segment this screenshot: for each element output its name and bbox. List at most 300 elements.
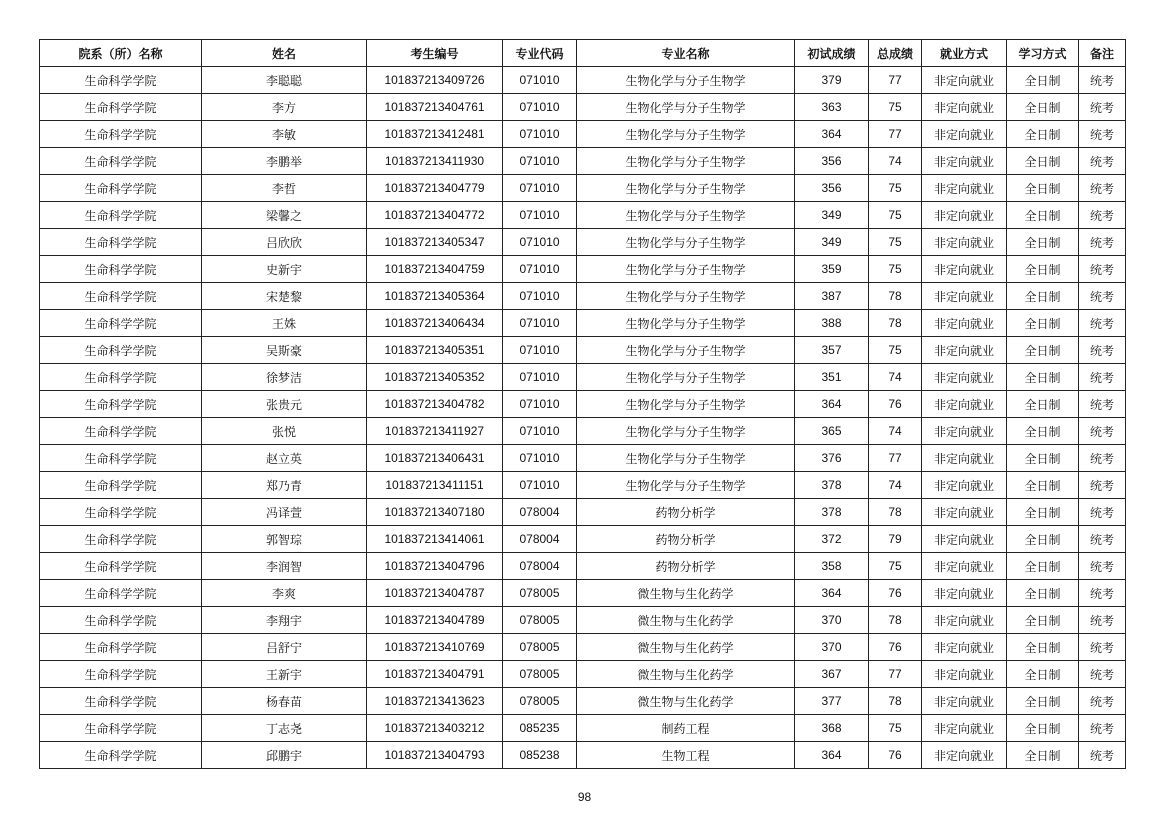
name-cell: 王姝	[202, 310, 367, 337]
department-cell: 生命科学学院	[40, 445, 202, 472]
major-name-cell: 微生物与生化药学	[577, 661, 795, 688]
name-cell: 王新宇	[202, 661, 367, 688]
employment-type-cell: 非定向就业	[922, 445, 1007, 472]
study-mode-cell: 全日制	[1007, 742, 1079, 769]
employment-type-cell: 非定向就业	[922, 256, 1007, 283]
department-cell: 生命科学学院	[40, 364, 202, 391]
employment-type-cell: 非定向就业	[922, 67, 1007, 94]
total-score-cell: 75	[869, 94, 922, 121]
header-major-name: 专业名称	[577, 40, 795, 67]
table-header	[40, 40, 1126, 67]
candidate-id-cell: 101837213411927	[367, 418, 503, 445]
name-cell: 李方	[202, 94, 367, 121]
major-name-cell: 生物化学与分子生物学	[577, 175, 795, 202]
initial-score-cell: 364	[795, 121, 869, 148]
name-cell: 郭智琮	[202, 526, 367, 553]
study-mode-cell: 全日制	[1007, 229, 1079, 256]
major-code-cell: 071010	[503, 94, 577, 121]
major-code-cell: 071010	[503, 337, 577, 364]
table-row	[40, 634, 1126, 661]
major-name-cell: 微生物与生化药学	[577, 634, 795, 661]
total-score-cell: 78	[869, 607, 922, 634]
major-code-cell: 071010	[503, 310, 577, 337]
major-code-cell: 071010	[503, 391, 577, 418]
employment-type-cell: 非定向就业	[922, 688, 1007, 715]
candidate-id-cell: 101837213407180	[367, 499, 503, 526]
total-score-cell: 75	[869, 175, 922, 202]
department-cell: 生命科学学院	[40, 283, 202, 310]
initial-score-cell: 387	[795, 283, 869, 310]
name-cell: 杨春苗	[202, 688, 367, 715]
name-cell: 史新宇	[202, 256, 367, 283]
department-cell: 生命科学学院	[40, 634, 202, 661]
name-cell: 李翔宇	[202, 607, 367, 634]
major-code-cell: 078005	[503, 688, 577, 715]
remarks-cell: 统考	[1079, 472, 1126, 499]
remarks-cell: 统考	[1079, 499, 1126, 526]
employment-type-cell: 非定向就业	[922, 418, 1007, 445]
department-cell: 生命科学学院	[40, 607, 202, 634]
employment-type-cell: 非定向就业	[922, 202, 1007, 229]
candidate-id-cell: 101837213404782	[367, 391, 503, 418]
name-cell: 李聪聪	[202, 67, 367, 94]
study-mode-cell: 全日制	[1007, 553, 1079, 580]
major-name-cell: 药物分析学	[577, 553, 795, 580]
employment-type-cell: 非定向就业	[922, 391, 1007, 418]
table-row	[40, 688, 1126, 715]
department-cell: 生命科学学院	[40, 580, 202, 607]
candidate-id-cell: 101837213404761	[367, 94, 503, 121]
candidate-id-cell: 101837213404789	[367, 607, 503, 634]
remarks-cell: 统考	[1079, 310, 1126, 337]
department-cell: 生命科学学院	[40, 526, 202, 553]
remarks-cell: 统考	[1079, 148, 1126, 175]
total-score-cell: 75	[869, 256, 922, 283]
initial-score-cell: 372	[795, 526, 869, 553]
initial-score-cell: 370	[795, 634, 869, 661]
total-score-cell: 78	[869, 310, 922, 337]
remarks-cell: 统考	[1079, 175, 1126, 202]
study-mode-cell: 全日制	[1007, 67, 1079, 94]
initial-score-cell: 378	[795, 472, 869, 499]
candidate-id-cell: 101837213405351	[367, 337, 503, 364]
remarks-cell: 统考	[1079, 634, 1126, 661]
remarks-cell: 统考	[1079, 121, 1126, 148]
name-cell: 张贵元	[202, 391, 367, 418]
header-candidate-id: 考生编号	[367, 40, 503, 67]
total-score-cell: 77	[869, 661, 922, 688]
major-name-cell: 生物化学与分子生物学	[577, 310, 795, 337]
employment-type-cell: 非定向就业	[922, 634, 1007, 661]
major-name-cell: 生物化学与分子生物学	[577, 229, 795, 256]
remarks-cell: 统考	[1079, 256, 1126, 283]
table-row	[40, 121, 1126, 148]
name-cell: 郑乃青	[202, 472, 367, 499]
major-name-cell: 生物工程	[577, 742, 795, 769]
name-cell: 吕欣欣	[202, 229, 367, 256]
major-name-cell: 生物化学与分子生物学	[577, 418, 795, 445]
candidate-id-cell: 101837213412481	[367, 121, 503, 148]
employment-type-cell: 非定向就业	[922, 94, 1007, 121]
table-row	[40, 661, 1126, 688]
name-cell: 徐梦洁	[202, 364, 367, 391]
initial-score-cell: 378	[795, 499, 869, 526]
major-code-cell: 071010	[503, 229, 577, 256]
major-code-cell: 078004	[503, 553, 577, 580]
major-name-cell: 生物化学与分子生物学	[577, 472, 795, 499]
name-cell: 梁馨之	[202, 202, 367, 229]
remarks-cell: 统考	[1079, 580, 1126, 607]
name-cell: 赵立英	[202, 445, 367, 472]
employment-type-cell: 非定向就业	[922, 175, 1007, 202]
initial-score-cell: 363	[795, 94, 869, 121]
candidate-id-cell: 101837213404796	[367, 553, 503, 580]
initial-score-cell: 364	[795, 742, 869, 769]
remarks-cell: 统考	[1079, 688, 1126, 715]
remarks-cell: 统考	[1079, 337, 1126, 364]
total-score-cell: 74	[869, 472, 922, 499]
major-name-cell: 生物化学与分子生物学	[577, 67, 795, 94]
total-score-cell: 75	[869, 337, 922, 364]
name-cell: 李润智	[202, 553, 367, 580]
study-mode-cell: 全日制	[1007, 661, 1079, 688]
remarks-cell: 统考	[1079, 229, 1126, 256]
candidate-id-cell: 101837213411151	[367, 472, 503, 499]
department-cell: 生命科学学院	[40, 337, 202, 364]
major-name-cell: 药物分析学	[577, 499, 795, 526]
header-total-score: 总成绩	[869, 40, 922, 67]
candidate-id-cell: 101837213411930	[367, 148, 503, 175]
major-code-cell: 078005	[503, 607, 577, 634]
table-row	[40, 715, 1126, 742]
study-mode-cell: 全日制	[1007, 418, 1079, 445]
department-cell: 生命科学学院	[40, 661, 202, 688]
initial-score-cell: 358	[795, 553, 869, 580]
study-mode-cell: 全日制	[1007, 445, 1079, 472]
department-cell: 生命科学学院	[40, 229, 202, 256]
remarks-cell: 统考	[1079, 742, 1126, 769]
table-row	[40, 337, 1126, 364]
department-cell: 生命科学学院	[40, 175, 202, 202]
major-name-cell: 生物化学与分子生物学	[577, 121, 795, 148]
total-score-cell: 77	[869, 445, 922, 472]
total-score-cell: 74	[869, 148, 922, 175]
study-mode-cell: 全日制	[1007, 256, 1079, 283]
remarks-cell: 统考	[1079, 94, 1126, 121]
candidate-id-cell: 101837213403212	[367, 715, 503, 742]
name-cell: 张悦	[202, 418, 367, 445]
candidate-id-cell: 101837213404759	[367, 256, 503, 283]
table-row	[40, 553, 1126, 580]
major-name-cell: 生物化学与分子生物学	[577, 148, 795, 175]
study-mode-cell: 全日制	[1007, 337, 1079, 364]
department-cell: 生命科学学院	[40, 121, 202, 148]
table-row	[40, 310, 1126, 337]
page-number: 98	[577, 790, 592, 804]
name-cell: 邱鹏宇	[202, 742, 367, 769]
department-cell: 生命科学学院	[40, 310, 202, 337]
employment-type-cell: 非定向就业	[922, 283, 1007, 310]
candidate-id-cell: 101837213404772	[367, 202, 503, 229]
total-score-cell: 75	[869, 715, 922, 742]
major-code-cell: 085235	[503, 715, 577, 742]
initial-score-cell: 388	[795, 310, 869, 337]
total-score-cell: 75	[869, 229, 922, 256]
employment-type-cell: 非定向就业	[922, 553, 1007, 580]
major-code-cell: 071010	[503, 418, 577, 445]
candidate-id-cell: 101837213405352	[367, 364, 503, 391]
initial-score-cell: 376	[795, 445, 869, 472]
employment-type-cell: 非定向就业	[922, 661, 1007, 688]
initial-score-cell: 367	[795, 661, 869, 688]
total-score-cell: 78	[869, 688, 922, 715]
major-code-cell: 071010	[503, 256, 577, 283]
major-code-cell: 071010	[503, 121, 577, 148]
candidate-id-cell: 101837213404779	[367, 175, 503, 202]
table-row	[40, 391, 1126, 418]
candidate-id-cell: 101837213404793	[367, 742, 503, 769]
study-mode-cell: 全日制	[1007, 526, 1079, 553]
initial-score-cell: 357	[795, 337, 869, 364]
candidate-id-cell: 101837213413623	[367, 688, 503, 715]
major-name-cell: 生物化学与分子生物学	[577, 256, 795, 283]
name-cell: 李敏	[202, 121, 367, 148]
initial-score-cell: 368	[795, 715, 869, 742]
major-code-cell: 085238	[503, 742, 577, 769]
department-cell: 生命科学学院	[40, 418, 202, 445]
name-cell: 吴斯豪	[202, 337, 367, 364]
study-mode-cell: 全日制	[1007, 364, 1079, 391]
study-mode-cell: 全日制	[1007, 310, 1079, 337]
employment-type-cell: 非定向就业	[922, 148, 1007, 175]
study-mode-cell: 全日制	[1007, 580, 1079, 607]
name-cell: 李鹏举	[202, 148, 367, 175]
header-department: 院系（所）名称	[40, 40, 202, 67]
major-code-cell: 071010	[503, 175, 577, 202]
remarks-cell: 统考	[1079, 553, 1126, 580]
name-cell: 李爽	[202, 580, 367, 607]
table-row	[40, 94, 1126, 121]
major-code-cell: 078005	[503, 580, 577, 607]
department-cell: 生命科学学院	[40, 94, 202, 121]
department-cell: 生命科学学院	[40, 391, 202, 418]
candidate-id-cell: 101837213409726	[367, 67, 503, 94]
table-row	[40, 607, 1126, 634]
department-cell: 生命科学学院	[40, 256, 202, 283]
employment-type-cell: 非定向就业	[922, 499, 1007, 526]
name-cell: 吕舒宁	[202, 634, 367, 661]
candidate-id-cell: 101837213405347	[367, 229, 503, 256]
study-mode-cell: 全日制	[1007, 499, 1079, 526]
table-row	[40, 364, 1126, 391]
total-score-cell: 76	[869, 391, 922, 418]
employment-type-cell: 非定向就业	[922, 607, 1007, 634]
remarks-cell: 统考	[1079, 67, 1126, 94]
initial-score-cell: 370	[795, 607, 869, 634]
total-score-cell: 74	[869, 364, 922, 391]
major-code-cell: 071010	[503, 67, 577, 94]
major-code-cell: 071010	[503, 283, 577, 310]
admission-table	[39, 39, 1126, 769]
study-mode-cell: 全日制	[1007, 688, 1079, 715]
major-code-cell: 071010	[503, 364, 577, 391]
remarks-cell: 统考	[1079, 661, 1126, 688]
name-cell: 冯译萱	[202, 499, 367, 526]
table-row	[40, 148, 1126, 175]
major-name-cell: 生物化学与分子生物学	[577, 283, 795, 310]
study-mode-cell: 全日制	[1007, 283, 1079, 310]
major-code-cell: 071010	[503, 202, 577, 229]
major-code-cell: 078005	[503, 634, 577, 661]
table-row	[40, 580, 1126, 607]
table-row	[40, 445, 1126, 472]
total-score-cell: 77	[869, 121, 922, 148]
header-name: 姓名	[202, 40, 367, 67]
total-score-cell: 75	[869, 553, 922, 580]
total-score-cell: 76	[869, 580, 922, 607]
study-mode-cell: 全日制	[1007, 607, 1079, 634]
name-cell: 李哲	[202, 175, 367, 202]
total-score-cell: 79	[869, 526, 922, 553]
initial-score-cell: 359	[795, 256, 869, 283]
table-row	[40, 229, 1126, 256]
candidate-id-cell: 101837213406434	[367, 310, 503, 337]
employment-type-cell: 非定向就业	[922, 526, 1007, 553]
total-score-cell: 76	[869, 742, 922, 769]
initial-score-cell: 356	[795, 175, 869, 202]
table-row	[40, 526, 1126, 553]
total-score-cell: 77	[869, 67, 922, 94]
table-row	[40, 175, 1126, 202]
study-mode-cell: 全日制	[1007, 148, 1079, 175]
table-row	[40, 742, 1126, 769]
header-study-mode: 学习方式	[1007, 40, 1079, 67]
header-major-code: 专业代码	[503, 40, 577, 67]
major-name-cell: 生物化学与分子生物学	[577, 364, 795, 391]
employment-type-cell: 非定向就业	[922, 337, 1007, 364]
name-cell: 宋楚黎	[202, 283, 367, 310]
major-name-cell: 微生物与生化药学	[577, 688, 795, 715]
table-row	[40, 202, 1126, 229]
initial-score-cell: 364	[795, 391, 869, 418]
candidate-id-cell: 101837213405364	[367, 283, 503, 310]
employment-type-cell: 非定向就业	[922, 472, 1007, 499]
remarks-cell: 统考	[1079, 202, 1126, 229]
candidate-id-cell: 101837213404787	[367, 580, 503, 607]
department-cell: 生命科学学院	[40, 148, 202, 175]
initial-score-cell: 349	[795, 202, 869, 229]
employment-type-cell: 非定向就业	[922, 742, 1007, 769]
candidate-id-cell: 101837213404791	[367, 661, 503, 688]
major-name-cell: 生物化学与分子生物学	[577, 391, 795, 418]
department-cell: 生命科学学院	[40, 715, 202, 742]
major-name-cell: 生物化学与分子生物学	[577, 202, 795, 229]
major-code-cell: 078004	[503, 499, 577, 526]
major-name-cell: 生物化学与分子生物学	[577, 337, 795, 364]
initial-score-cell: 349	[795, 229, 869, 256]
candidate-id-cell: 101837213410769	[367, 634, 503, 661]
table-row	[40, 472, 1126, 499]
employment-type-cell: 非定向就业	[922, 580, 1007, 607]
total-score-cell: 78	[869, 499, 922, 526]
study-mode-cell: 全日制	[1007, 715, 1079, 742]
major-code-cell: 071010	[503, 472, 577, 499]
study-mode-cell: 全日制	[1007, 202, 1079, 229]
remarks-cell: 统考	[1079, 607, 1126, 634]
employment-type-cell: 非定向就业	[922, 229, 1007, 256]
major-code-cell: 071010	[503, 445, 577, 472]
table-body	[40, 67, 1126, 769]
header-initial-score: 初试成绩	[795, 40, 869, 67]
initial-score-cell: 377	[795, 688, 869, 715]
total-score-cell: 75	[869, 202, 922, 229]
header-remarks: 备注	[1079, 40, 1126, 67]
initial-score-cell: 364	[795, 580, 869, 607]
major-name-cell: 生物化学与分子生物学	[577, 94, 795, 121]
total-score-cell: 76	[869, 634, 922, 661]
employment-type-cell: 非定向就业	[922, 310, 1007, 337]
employment-type-cell: 非定向就业	[922, 364, 1007, 391]
study-mode-cell: 全日制	[1007, 175, 1079, 202]
header-row	[40, 40, 1126, 67]
table-row	[40, 283, 1126, 310]
major-name-cell: 制药工程	[577, 715, 795, 742]
study-mode-cell: 全日制	[1007, 121, 1079, 148]
major-name-cell: 生物化学与分子生物学	[577, 445, 795, 472]
initial-score-cell: 351	[795, 364, 869, 391]
remarks-cell: 统考	[1079, 445, 1126, 472]
study-mode-cell: 全日制	[1007, 634, 1079, 661]
study-mode-cell: 全日制	[1007, 391, 1079, 418]
header-employment-type: 就业方式	[922, 40, 1007, 67]
remarks-cell: 统考	[1079, 526, 1126, 553]
major-name-cell: 微生物与生化药学	[577, 580, 795, 607]
study-mode-cell: 全日制	[1007, 94, 1079, 121]
remarks-cell: 统考	[1079, 283, 1126, 310]
employment-type-cell: 非定向就业	[922, 121, 1007, 148]
department-cell: 生命科学学院	[40, 688, 202, 715]
major-code-cell: 078004	[503, 526, 577, 553]
candidate-id-cell: 101837213406431	[367, 445, 503, 472]
remarks-cell: 统考	[1079, 715, 1126, 742]
remarks-cell: 统考	[1079, 364, 1126, 391]
remarks-cell: 统考	[1079, 391, 1126, 418]
candidate-id-cell: 101837213414061	[367, 526, 503, 553]
department-cell: 生命科学学院	[40, 553, 202, 580]
department-cell: 生命科学学院	[40, 67, 202, 94]
remarks-cell: 统考	[1079, 418, 1126, 445]
department-cell: 生命科学学院	[40, 472, 202, 499]
study-mode-cell: 全日制	[1007, 472, 1079, 499]
table-row	[40, 499, 1126, 526]
department-cell: 生命科学学院	[40, 742, 202, 769]
name-cell: 丁志尧	[202, 715, 367, 742]
employment-type-cell: 非定向就业	[922, 715, 1007, 742]
table-row	[40, 256, 1126, 283]
department-cell: 生命科学学院	[40, 202, 202, 229]
table-row	[40, 418, 1126, 445]
initial-score-cell: 379	[795, 67, 869, 94]
initial-score-cell: 365	[795, 418, 869, 445]
major-name-cell: 微生物与生化药学	[577, 607, 795, 634]
total-score-cell: 74	[869, 418, 922, 445]
major-name-cell: 药物分析学	[577, 526, 795, 553]
department-cell: 生命科学学院	[40, 499, 202, 526]
table-row	[40, 67, 1126, 94]
initial-score-cell: 356	[795, 148, 869, 175]
total-score-cell: 78	[869, 283, 922, 310]
major-code-cell: 078005	[503, 661, 577, 688]
